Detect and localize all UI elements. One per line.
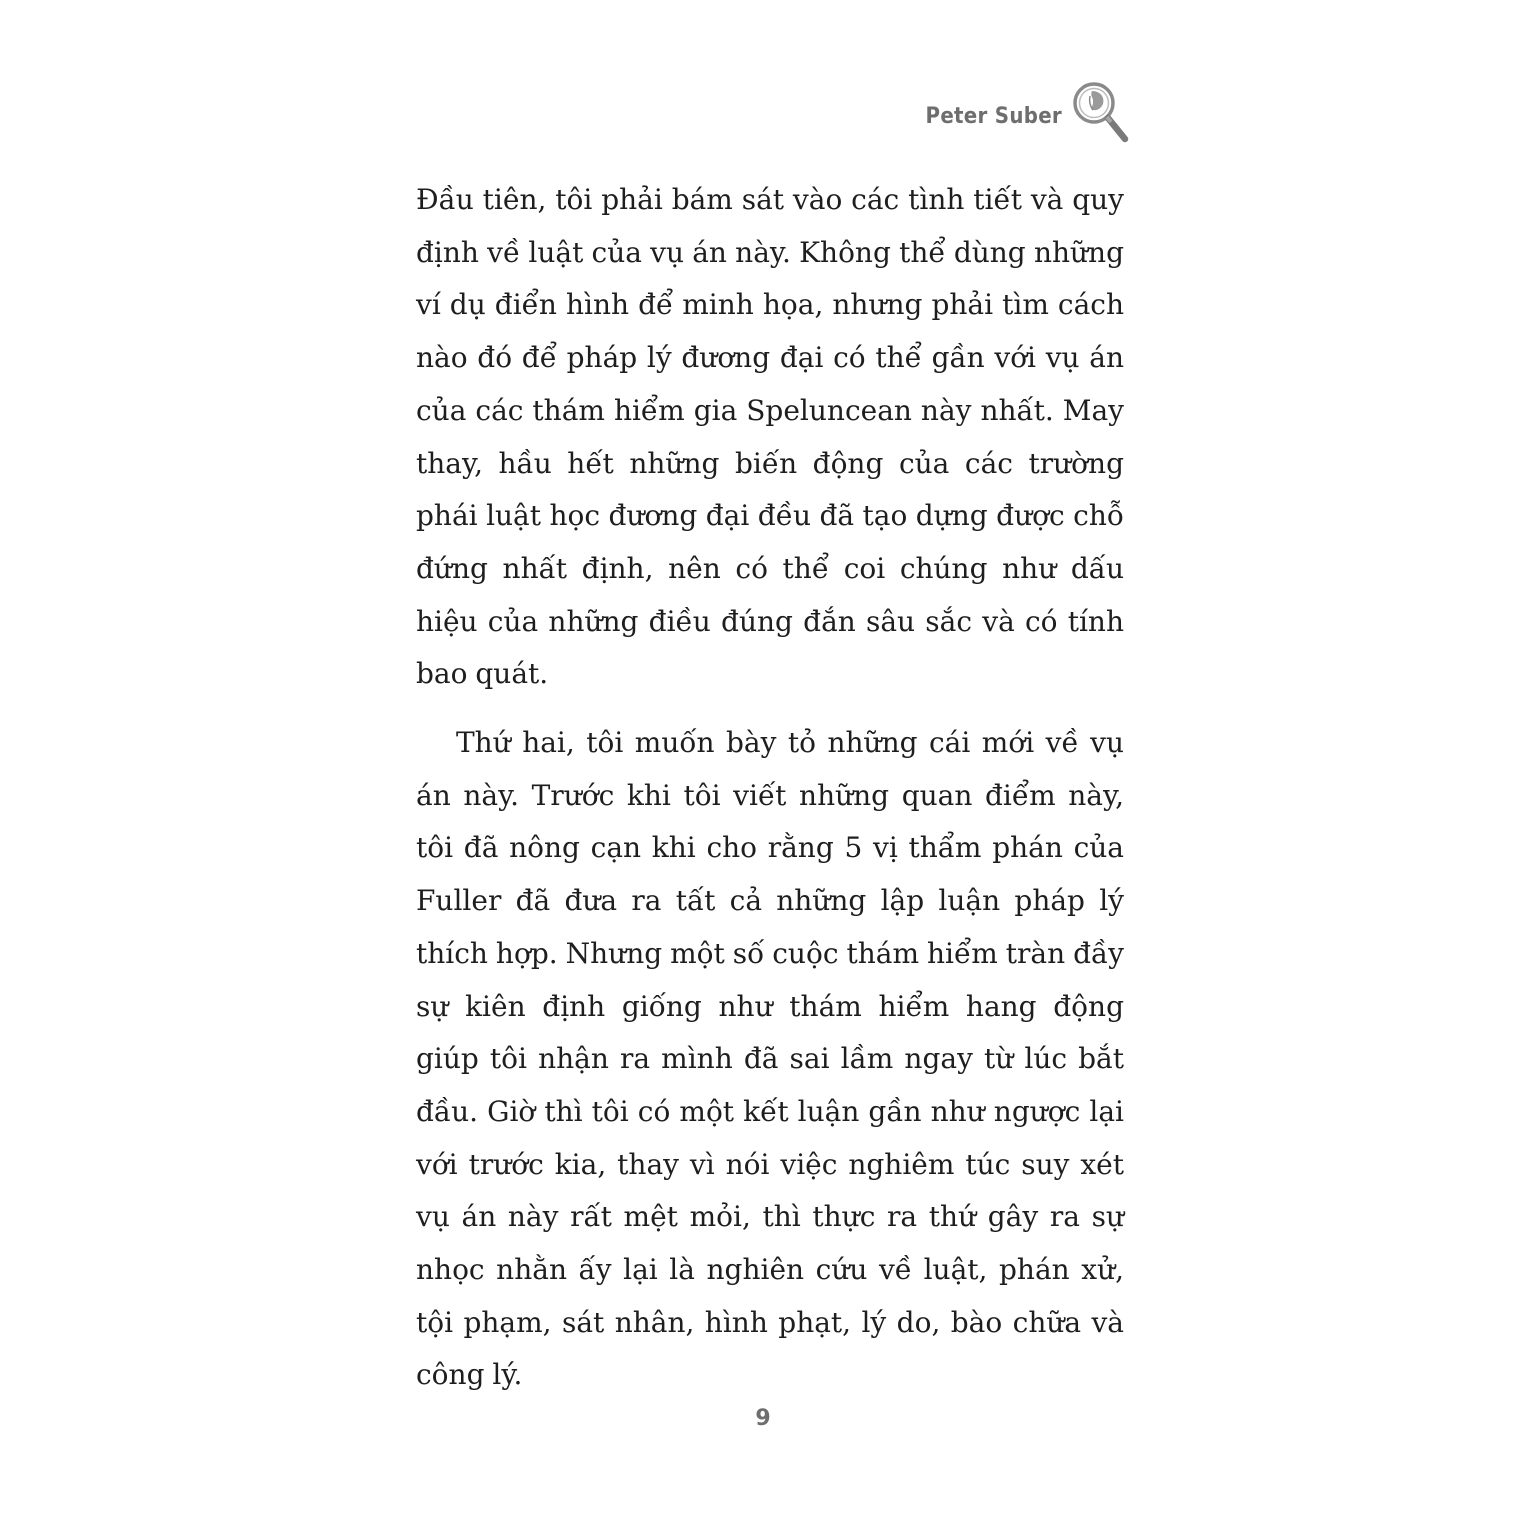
author-name: Peter Suber — [925, 103, 1062, 129]
paragraph: Đầu tiên, tôi phải bám sát vào các tình tiết và quy định về luật của vụ án này. Không thể dùng những ví dụ điển hình để minh họa, nhưng phải tìm cách nào đó để pháp lý đương đại có thể gần với vụ án của các thám hiểm gia Speluncean này nhất. May thay, hầu hết những biến động của các trường phái luật học đương đại đều đã tạo dựng được chỗ đứng nhất định, nên có thể coi chúng như dấu hiệu của những điều đúng đắn sâu sắc và có tính bao quát. — [416, 183, 1124, 691]
magnifying-glass-icon — [1070, 79, 1130, 145]
page-number: 9 — [755, 1406, 771, 1431]
paragraph: Thứ hai, tôi muốn bày tỏ những cái mới về vụ án này. Trước khi tôi viết những quan điểm này, tôi đã nông cạn khi cho rằng 5 vị thẩm phán của Fuller đã đưa ra tất cả những lập luận pháp lý thích hợp. Nhưng một số cuộc thám hiểm tràn đầy sự kiên định giống như thám hiểm hang động giúp tôi nhận ra mình đã sai lầm ngay từ lúc bắt đầu. Giờ thì tôi có một kết luận gần như ngược lại với trước kia, thay vì nói việc nghiêm túc suy xét vụ án này rất mệt mỏi, thì thực ra thứ gây ra sự nhọc nhằn ấy lại là nghiên cứu về luật, phán xử, tội phạm, sát nhân, hình phạt, lý do, bào chữa và công lý. — [416, 726, 1124, 1392]
body-text — [416, 174, 1124, 1402]
running-header — [926, 78, 1130, 146]
